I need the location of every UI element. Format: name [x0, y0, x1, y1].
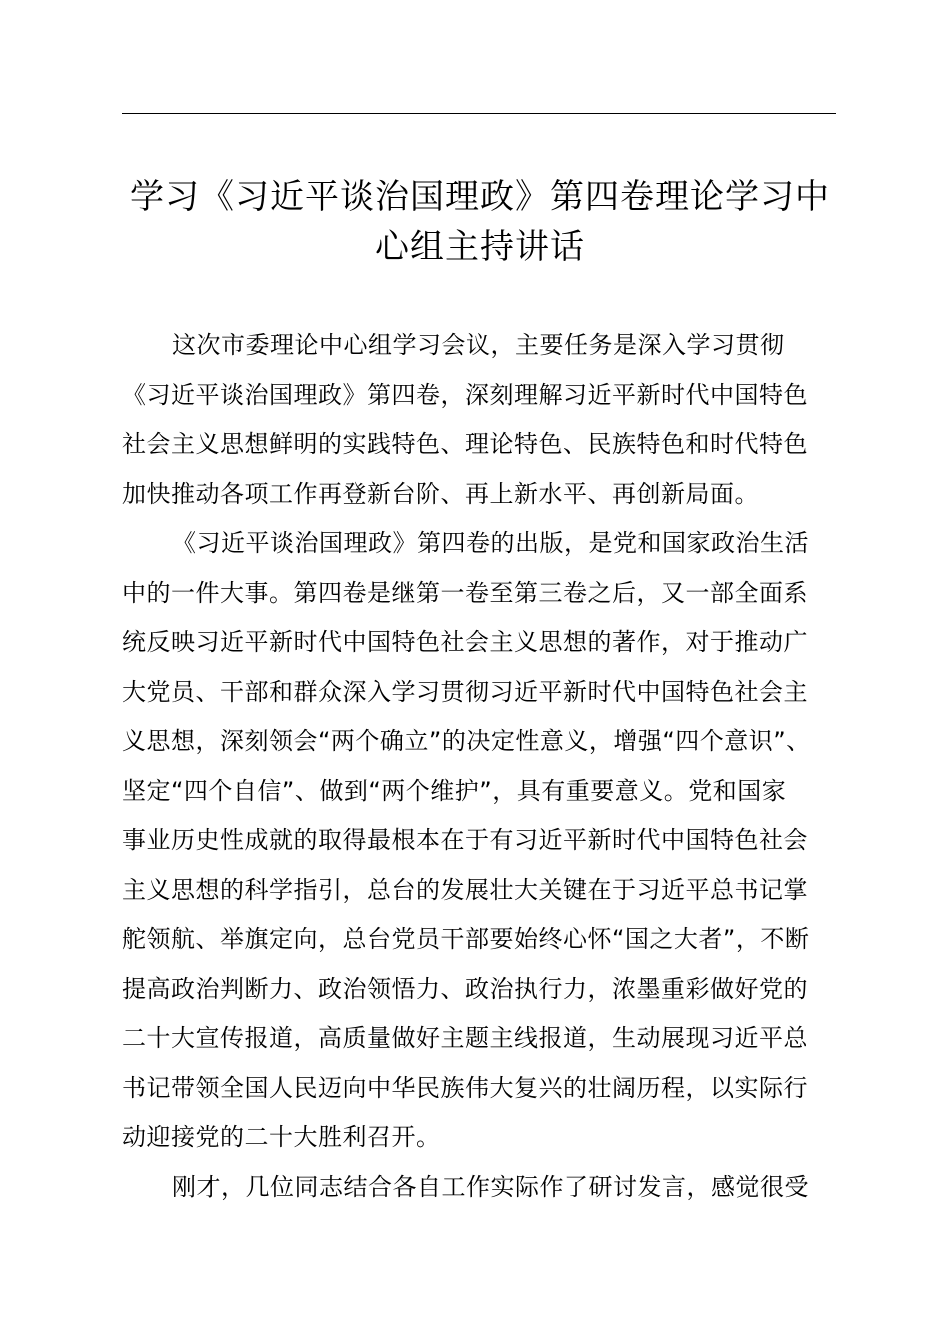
- paragraph-line: 社会主义思想鲜明的实践特色、理论特色、民族特色和时代特色: [122, 430, 808, 458]
- paragraph-line: 提高政治判断力、政治领悟力、政治执行力，浓墨重彩做好党的: [122, 974, 808, 1003]
- paragraph-line: 事业历史性成就的取得最根本在于有习近平新时代中国特色社会: [122, 826, 808, 854]
- paragraph-line: 义思想，深刻领会“两个确立”的决定性意义，增强“四个意识”、: [122, 727, 811, 755]
- paragraph-line: 主义思想的科学指引，总台的发展壮大关键在于习近平总书记掌: [122, 875, 808, 904]
- paragraph-line: 舵领航、举旗定向，总台党员干部要始终心怀“国之大者”，不断: [122, 925, 810, 953]
- document-body: [122, 321, 842, 1212]
- header-rule: [122, 113, 836, 114]
- paragraph-line: 加快推动各项工作再登新台阶、再上新水平、再创新局面。: [122, 479, 759, 508]
- paragraph-line: 动迎接党的二十大胜利召开。: [122, 1123, 441, 1151]
- paragraph: [122, 1163, 842, 1213]
- paragraph-line: 《习近平谈治国理政》第四卷，深刻理解习近平新时代中国特色: [122, 380, 808, 409]
- paragraph-line: 刚才，几位同志结合各自工作实际作了研讨发言，感觉很受: [172, 1172, 809, 1201]
- document-title: [110, 172, 850, 272]
- paragraph-line: 《习近平谈治国理政》第四卷的出版，是党和国家政治生活: [172, 529, 809, 557]
- paragraph-line: 坚定“四个自信”、做到“两个维护”，具有重要意义。党和国家: [122, 776, 787, 805]
- paragraph-line: 书记带领全国人民迈向中华民族伟大复兴的壮阔历程，以实际行: [122, 1073, 808, 1102]
- paragraph-line: 统反映习近平新时代中国特色社会主义思想的著作，对于推动广: [122, 628, 808, 656]
- paragraph-line: 二十大宣传报道，高质量做好主题主线报道，生动展现习近平总: [122, 1024, 808, 1052]
- title-line: 学习《习近平谈治国理政》第四卷理论学习中: [130, 177, 830, 217]
- paragraph: [122, 519, 842, 1163]
- paragraph-line: 这次市委理论中心组学习会议，主要任务是深入学习贯彻: [172, 331, 785, 359]
- paragraph-line: 大党员、干部和群众深入学习贯彻习近平新时代中国特色社会主: [122, 677, 808, 706]
- paragraph: [122, 321, 842, 519]
- title-line: 心组主持讲话: [375, 227, 585, 267]
- paragraph-line: 中的一件大事。第四卷是继第一卷至第三卷之后，又一部全面系: [122, 578, 808, 607]
